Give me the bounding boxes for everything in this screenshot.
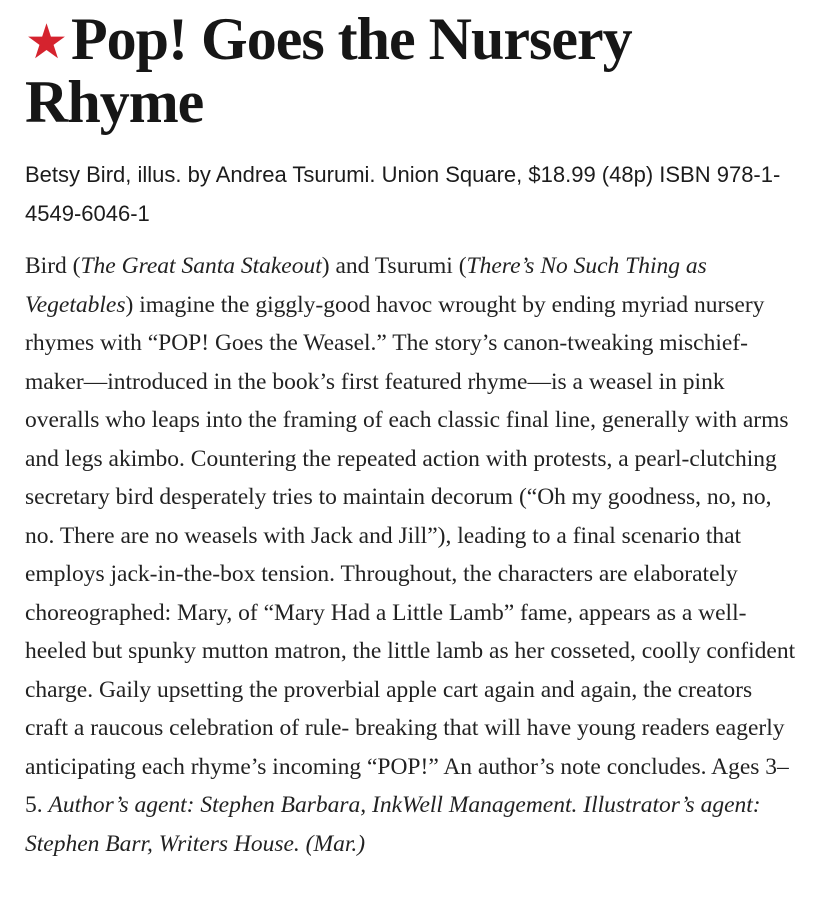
body-text-segment: ) and Tsurumi ( (321, 253, 467, 279)
review-body (25, 247, 801, 864)
review-title (25, 8, 737, 134)
body-text-italic-segment: The Great Santa Stakeout (80, 253, 322, 279)
body-text-segment: ) imagine the giggly-good havoc wrought by ending myriad nursery rhymes with “POP! Goes the Weasel.” The story’s canon-tweaking mischief-maker—introduced in the book’s first featured rhyme—is a weasel in pink overalls who leaps into the framing of each classic final line, generally with arms and legs akimbo. Countering the repeated action with protests, a pearl-clutching secretary bird desperately tries to maintain decorum (“Oh my goodness, no, no, no. There are no weasels with Jack and Jill”), leading to a final scenario that employs jack-in-the-box tension. Throughout, the characters are elaborately choreographed: Mary, of “Mary Had a Little Lamb” fame, appears as a well-heeled but spunky mutton matron, the little lamb as her cosseted, coolly confident charge. Gaily upsetting the proverbial apple cart again and again, the creators craft a raucous celebration of rule- breaking that will have young readers eagerly anticipating each rhyme’s incoming “POP!” An author’s note concludes. Ages 3–5. (25, 291, 796, 819)
body-text-italic-segment: Author’s agent: Stephen Barbara, InkWell Management. Illustrator’s agent: Stephen Barr, Writers House. (Mar.) (25, 792, 761, 857)
starred-review-icon: ★ (25, 14, 69, 70)
body-text-segment: Bird ( (25, 253, 81, 279)
body-text-italic-segment: There’s No Such Thing as Vegetables (25, 253, 707, 318)
review-title-text: Pop! Goes the Nursery Rhyme (25, 6, 632, 135)
review-byline: Betsy Bird, illus. by Andrea Tsurumi. Union Square, $18.99 (48p) ISBN 978-1-4549-6046-1 (25, 162, 781, 226)
